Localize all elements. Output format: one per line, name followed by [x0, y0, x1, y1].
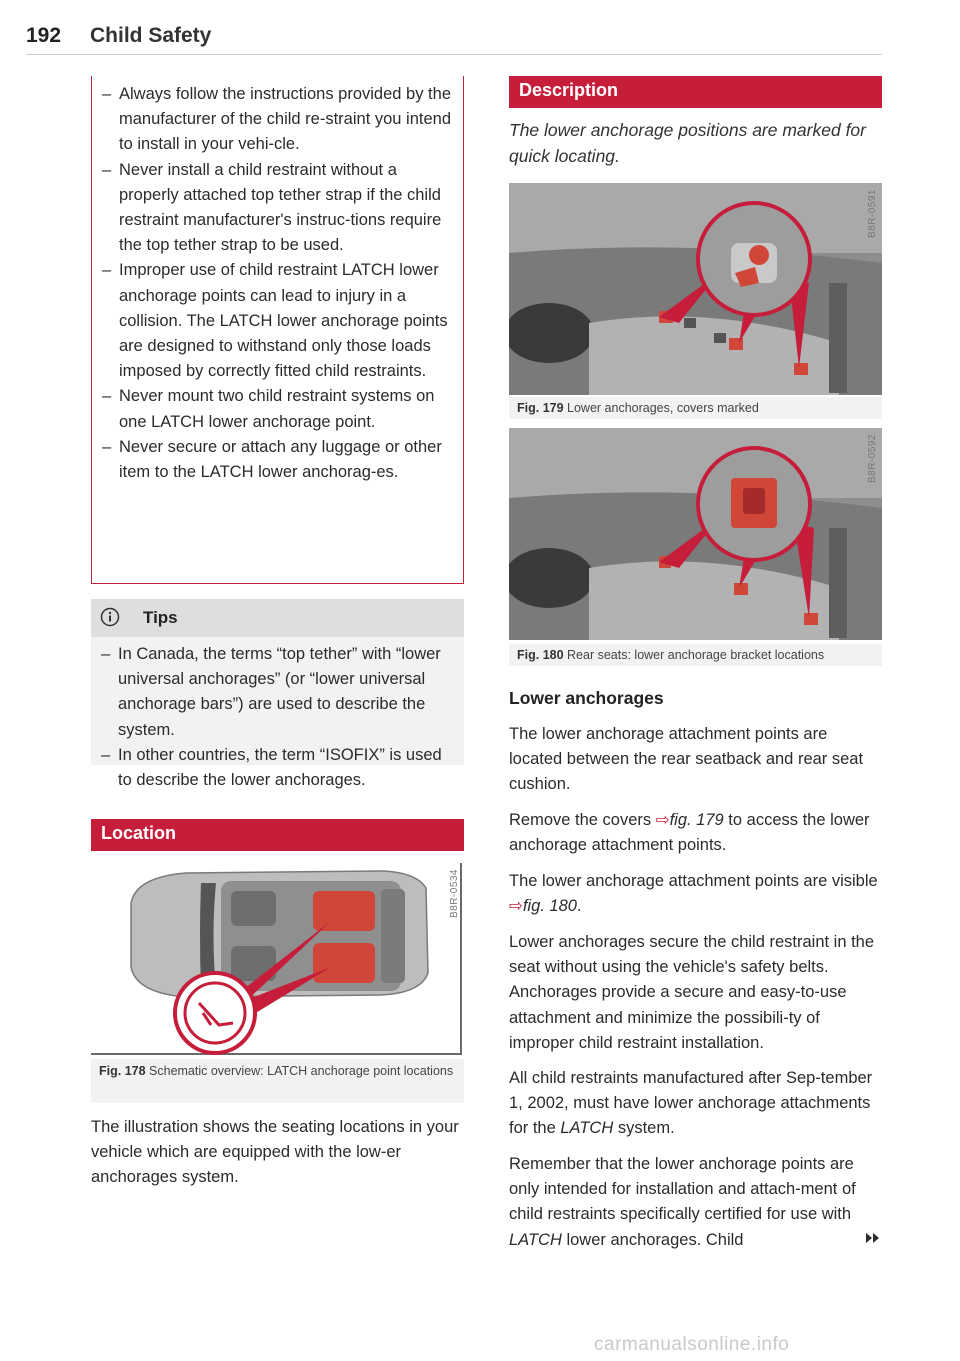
figure-code: B8R-0534 — [449, 869, 460, 919]
info-icon — [100, 607, 120, 627]
tips-box — [91, 599, 464, 790]
figure-reference-link[interactable]: fig. 179 — [669, 811, 724, 829]
warning-item: – Never install a child restraint without a properly attached top tether strap if the child restraint manufacturer's instruc-tions require the top tether strap to be used. — [93, 158, 455, 259]
text-run: The lower anchorage attachment points are visible — [509, 872, 878, 890]
reference-arrow-icon: ⇨ — [509, 897, 523, 916]
warning-item: – Improper use of child restraint LATCH lower anchorage points can lead to injury in a collision. The LATCH lower anchorage points are designed to withstand only those loads imposed by correctly fitted child restraints. — [93, 258, 455, 384]
warning-item: – Never mount two child restraint systems on one LATCH lower anchorage point. — [93, 384, 455, 434]
figure-caption-text: Rear seats: lower anchorage bracket locations — [567, 648, 825, 662]
tips-title: Tips — [143, 608, 178, 627]
figure-number: Fig. 178 — [99, 1064, 146, 1078]
figure-caption — [509, 644, 882, 666]
latch-term: LATCH — [509, 1230, 562, 1249]
figure-179 — [509, 183, 882, 415]
figure-code: B8R-0592 — [867, 434, 878, 484]
reference-arrow-icon: ⇨ — [655, 811, 670, 829]
subheading-lower-anchorages: Lower anchorages — [509, 688, 664, 708]
tips-item: – In other countries, the term “ISOFIX” is used to describe the lower anchorages. — [92, 743, 454, 793]
figure-178 — [91, 863, 464, 1078]
text-run: to access the lower anchorage attachment points. — [509, 811, 870, 855]
text-run: Remember that the lower anchorage points are only intended for installation and attach-ment of child restraints specifically certified for use with — [509, 1155, 856, 1224]
figure-reference-link[interactable]: fig. 180 — [522, 897, 577, 916]
warning-item: – Always follow the instructions provided by the manufacturer of the child re-straint you intend to install in your vehi-cle. — [93, 82, 455, 158]
continue-arrow-icon — [866, 1232, 880, 1244]
lower-anchorages-p5 — [509, 1066, 882, 1142]
figure-180 — [509, 428, 882, 662]
text-run: lower anchorages. Child — [566, 1230, 744, 1249]
tips-list — [92, 642, 454, 793]
description-lead: The lower anchorage positions are marked for quick locating. — [509, 120, 866, 166]
page-number: 192 — [26, 24, 62, 47]
watermark: carmanualsonline.info — [594, 1334, 790, 1355]
text-run: system. — [617, 1119, 675, 1138]
car-overview-illustration — [91, 863, 464, 1055]
section-heading-description: Description — [509, 76, 882, 108]
lower-anchorages-p3 — [509, 869, 882, 919]
figure-number: Fig. 180 — [517, 648, 564, 662]
figure-caption-text: Lower anchorages, covers marked — [567, 401, 759, 415]
figure-caption — [509, 397, 882, 419]
page-header — [26, 20, 882, 55]
location-text: The illustration shows the seating locations in your vehicle which are equipped with the low-er anchorages system. — [91, 1118, 459, 1187]
lower-anchorages-p2 — [509, 808, 882, 858]
section-heading-location: Location — [91, 819, 464, 851]
warning-item: – Never secure or attach any luggage or other item to the LATCH lower anchorag-es. — [93, 435, 455, 485]
chapter-title: Child Safety — [90, 24, 212, 47]
figure-number: Fig. 179 — [517, 401, 564, 415]
tips-header — [91, 599, 464, 637]
text-run: All child restraints manufactured after Sep-tember 1, 2002, must have lower anchorage attachments for the — [509, 1069, 873, 1138]
text-run: . — [576, 897, 582, 916]
lower-anchorages-p6 — [509, 1152, 861, 1253]
warning-list — [93, 82, 455, 485]
text-run: Remove the covers — [509, 811, 652, 829]
warning-box — [91, 76, 464, 584]
rear-seat-covers-photo — [509, 183, 882, 395]
rear-seat-brackets-photo — [509, 428, 882, 640]
figure-code: B8R-0591 — [867, 189, 878, 239]
figure-caption-text: Schematic overview: LATCH anchorage point locations — [149, 1064, 454, 1078]
figure-caption — [91, 1059, 464, 1103]
lower-anchorages-p1: The lower anchorage attachment points are located between the rear seatback and rear seat cushion. — [509, 725, 864, 794]
lower-anchorages-p4: Lower anchorages secure the child restraint in the seat without using the vehicle's safety belts. Anchorages provide a secure and easy-to-use attachment and minimize the possibili-ty of improper child restraint installation. — [509, 933, 875, 1052]
latch-term: LATCH — [560, 1119, 614, 1138]
tips-item: – In Canada, the terms “top tether” with “lower universal anchorages” (or “lower universal anchorage bars”) are used to describe the system. — [92, 642, 454, 743]
